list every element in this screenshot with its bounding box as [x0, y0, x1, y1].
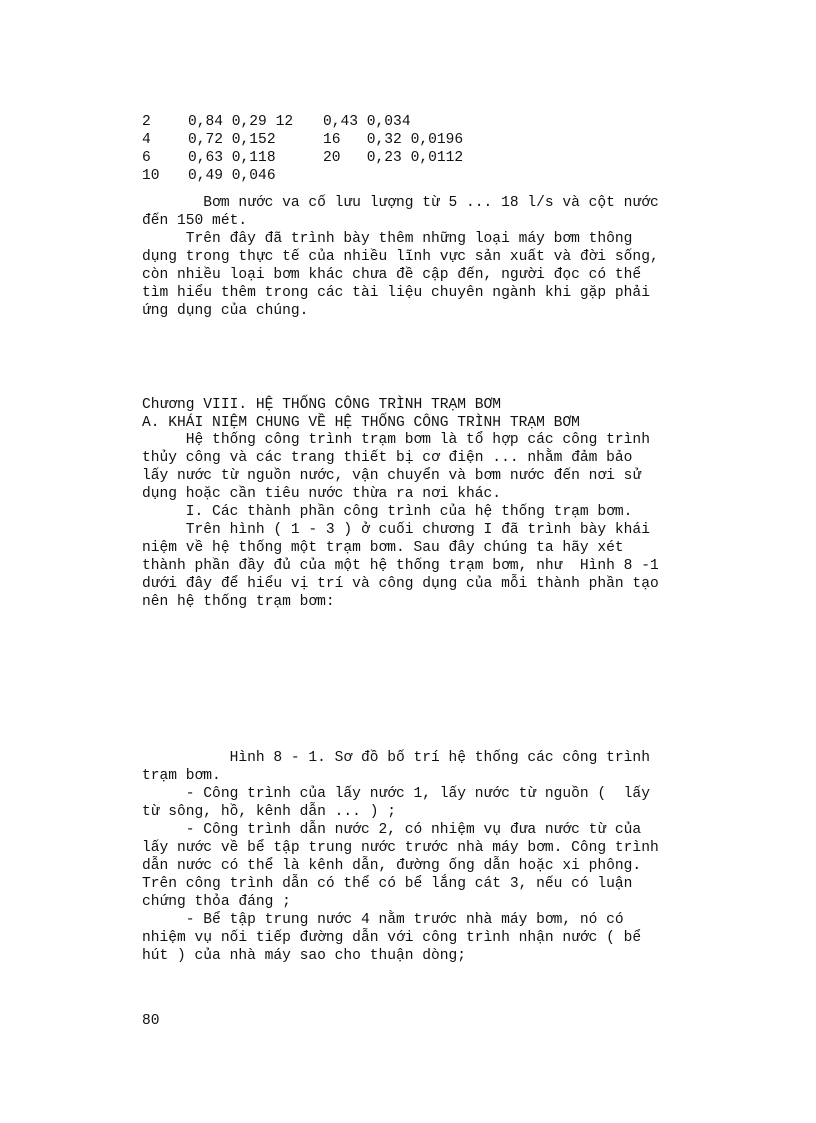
text-line: dụng trong thực tế của nhiều lĩnh vực sản xuất và đời sống,	[142, 249, 659, 265]
figure-caption: Hình 8 - 1. Sơ đồ bố trí hệ thống các công trình	[142, 750, 650, 766]
text-line: dưới đây để hiểu vị trí và công dụng của mỗi thành phần tạo	[142, 576, 659, 592]
text-line: - Công trình dẫn nước 2, có nhiệm vụ đưa nước từ của	[142, 822, 642, 838]
text-line: - Công trình của lấy nước 1, lấy nước từ nguồn ( lấy	[142, 786, 650, 802]
text-line: lấy nước về bể tập trung nước trước nhà máy bơm. Công trình	[142, 840, 659, 856]
text-line: còn nhiều loại bơm khác chưa đề cập đến, người đọc có thể	[142, 267, 642, 283]
text-line: thủy công và các trang thiết bị cơ điện ... nhằm đảm bảo	[142, 450, 633, 466]
text-line: hút ) của nhà máy sao cho thuận dòng;	[142, 948, 467, 964]
text-line: nhiệm vụ nối tiếp đường dẫn với công trình nhận nước ( bể	[142, 930, 642, 946]
text-line: Hệ thống công trình trạm bơm là tổ hợp các công trình	[142, 432, 650, 448]
table-cell: 6	[142, 150, 151, 166]
pump-data-table	[142, 113, 464, 185]
table-cell: 10	[142, 168, 160, 184]
table-cell: 0,84 0,29 12	[188, 114, 294, 130]
text-line: dẫn nước có thể là kênh dẫn, đường ống dẫn hoặc xi phông.	[142, 858, 642, 874]
table-row	[142, 149, 464, 167]
table-cell: 0,63 0,118	[188, 150, 276, 166]
text-line: thành phần đầy đủ của một hệ thống trạm bơm, như Hình 8 -1	[142, 558, 659, 574]
table-row	[142, 167, 276, 185]
table-cell: 2	[142, 114, 151, 130]
table-cell: 0,49 0,046	[188, 168, 276, 184]
text-line: tìm hiểu thêm trong các tài liệu chuyên ngành khi gặp phải	[142, 285, 650, 301]
text-line: niệm về hệ thống một trạm bơm. Sau đây chúng ta hãy xét	[142, 540, 624, 556]
text-line: ứng dụng của chúng.	[142, 303, 309, 319]
text-line: dụng hoặc cần tiêu nước thừa ra nơi khác.	[142, 486, 502, 502]
text-line: Trên hình ( 1 - 3 ) ở cuối chương I đã trình bày khái	[142, 522, 650, 538]
text-line: Bơm nước va cố lưu lượng từ 5 ... 18 l/s và cột nước	[142, 195, 659, 211]
subsection-heading: I. Các thành phần công trình của hệ thống trạm bơm.	[142, 504, 633, 520]
figure-caption: trạm bơm.	[142, 768, 221, 784]
text-line: đến 150 mét.	[142, 213, 248, 229]
page-number: 80	[142, 1013, 160, 1029]
table-cell: 0,43 0,034	[323, 114, 411, 130]
table-cell: 0,72 0,152	[188, 132, 276, 148]
section-heading: A. KHÁI NIỆM CHUNG VỀ HỆ THỐNG CÔNG TRÌNH TRẠM BƠM	[142, 415, 580, 431]
table-cell: 4	[142, 132, 151, 148]
text-line: Trên đây đã trình bày thêm những loại máy bơm thông	[142, 231, 633, 247]
text-line: - Bể tập trung nước 4 nằm trước nhà máy bơm, nó có	[142, 912, 624, 928]
table-row	[142, 131, 464, 149]
text-line: chứng thỏa đáng ;	[142, 894, 291, 910]
text-line: lấy nước từ nguồn nước, vận chuyển và bơm nước đến nơi sử	[142, 468, 642, 484]
table-cell: 16 0,32 0,0196	[323, 132, 464, 148]
table-cell: 20 0,23 0,0112	[323, 150, 464, 166]
text-line: nên hệ thống trạm bơm:	[142, 594, 335, 610]
text-line: Trên công trình dẫn có thể có bể lắng cát 3, nếu có luận	[142, 876, 633, 892]
chapter-title: Chương VIII. HỆ THỐNG CÔNG TRÌNH TRẠM BƠM	[142, 397, 502, 413]
table-row	[142, 113, 411, 131]
text-line: từ sông, hồ, kênh dẫn ... ) ;	[142, 804, 396, 820]
